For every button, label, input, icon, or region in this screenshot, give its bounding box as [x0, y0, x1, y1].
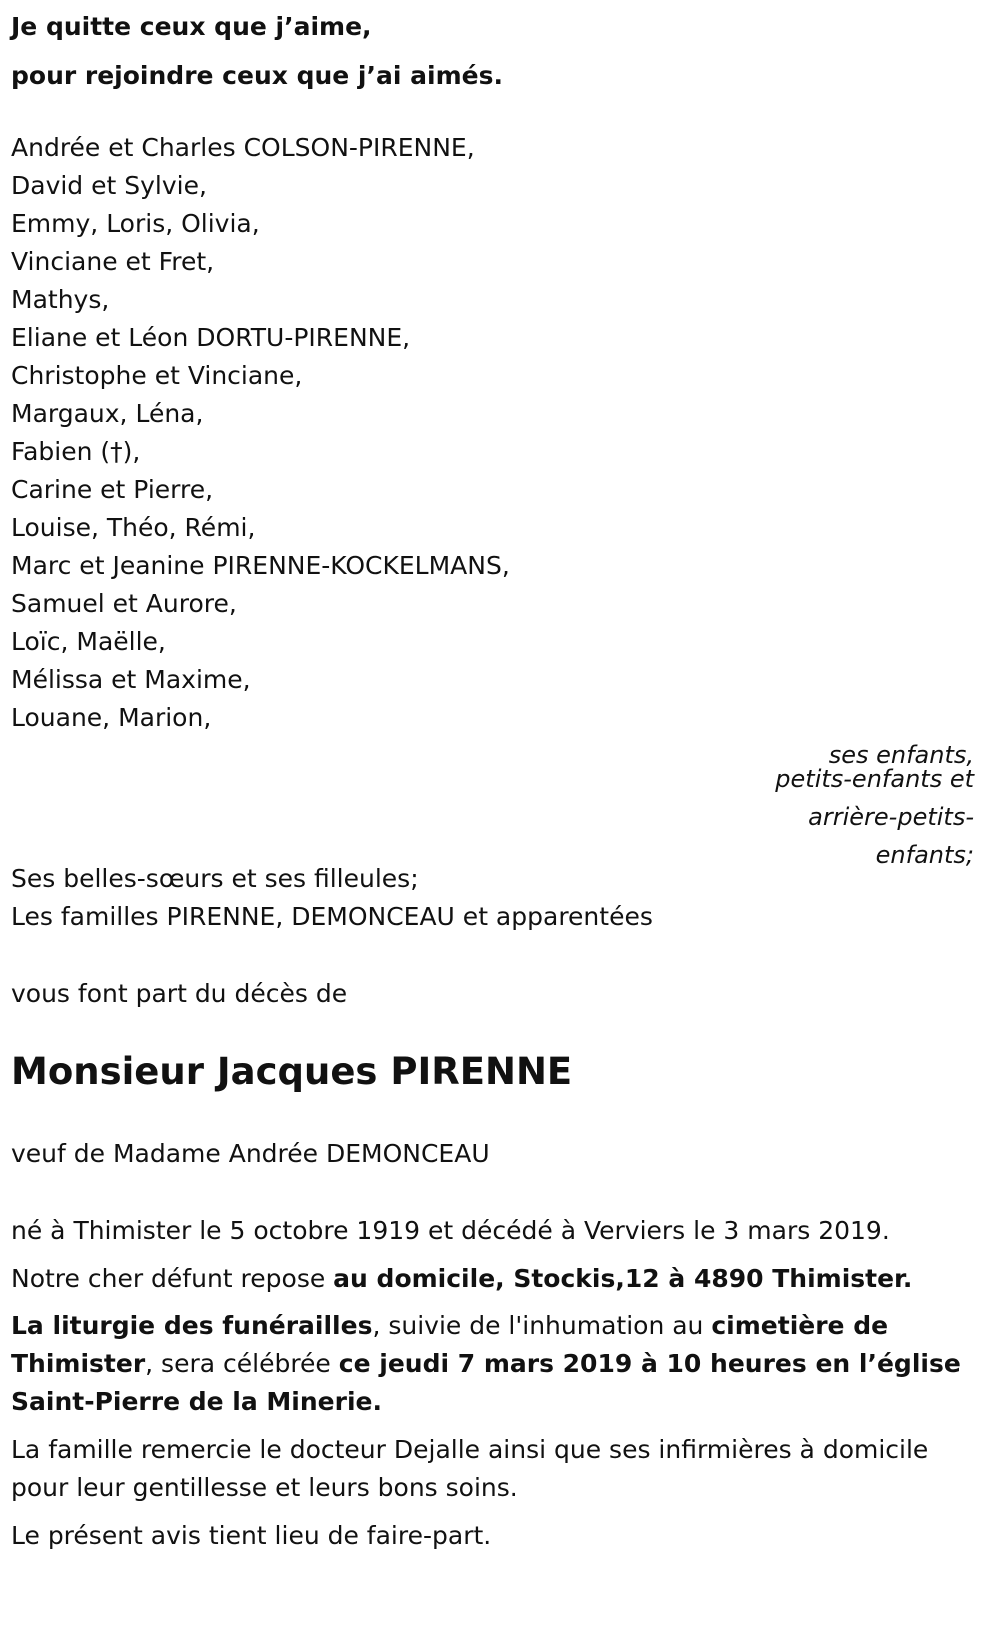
repose-prefix: Notre cher défunt repose [11, 1264, 334, 1293]
family-line: Loïc, Maëlle, [11, 627, 166, 656]
other-relatives-line: Ses belles-sœurs et ses filleules; [11, 864, 419, 893]
other-relatives-line: Les familles PIRENNE, DEMONCEAU et apparentées [11, 902, 653, 931]
repose-text [11, 1260, 912, 1298]
family-line: Emmy, Loris, Olivia, [11, 209, 260, 238]
relation-line: enfants; [875, 841, 974, 869]
family-line: Christophe et Vinciane, [11, 361, 303, 390]
quote-line-2: pour rejoindre ceux que j’ai aimés. [11, 61, 503, 90]
family-list [11, 129, 510, 737]
birth-death-text: né à Thimister le 5 octobre 1919 et décédé à Verviers le 3 mars 2019. [11, 1216, 890, 1245]
announcement-text: vous font part du décès de [11, 979, 348, 1008]
relation-label [775, 743, 974, 867]
family-line: Andrée et Charles COLSON-PIRENNE, [11, 133, 475, 162]
family-line: Mathys, [11, 285, 110, 314]
family-line: Marc et Jeanine PIRENNE-KOCKELMANS, [11, 551, 510, 580]
deceased-name: Monsieur Jacques PIRENNE [11, 1050, 573, 1093]
family-line: Fabien (†), [11, 437, 141, 466]
thanks-text: La famille remercie le docteur Dejalle ainsi que ses infirmières à domicile pour leur gentillesse et leurs bons soins. [11, 1435, 929, 1502]
liturgy-title: La liturgie des funérailles [11, 1311, 373, 1340]
liturgy-text [11, 1307, 971, 1421]
other-relatives [11, 860, 653, 936]
liturgy-text-part: , sera célébrée [145, 1349, 339, 1378]
family-line: David et Sylvie, [11, 171, 207, 200]
ceremony-date-place: ce jeudi 7 mars 2019 à 10 heures en l’église Saint-Pierre de la Minerie. [11, 1349, 961, 1416]
family-line: Eliane et Léon DORTU-PIRENNE, [11, 323, 411, 352]
relation-line: petits-enfants et [775, 765, 974, 793]
relation-line: arrière-petits- [808, 803, 974, 831]
family-line: Mélissa et Maxime, [11, 665, 251, 694]
family-line: Samuel et Aurore, [11, 589, 237, 618]
cemetery-name: cimetière de Thimister [11, 1311, 889, 1378]
quote-line-1: Je quitte ceux que j’aime, [11, 12, 372, 41]
relation-line: ses enfants, [828, 741, 974, 769]
repose-place: au domicile, Stockis,12 à 4890 Thimister. [333, 1264, 913, 1293]
family-line: Margaux, Léna, [11, 399, 204, 428]
notice-text: Le présent avis tient lieu de faire-part. [11, 1521, 492, 1550]
family-line: Louane, Marion, [11, 703, 212, 732]
family-line: Vinciane et Fret, [11, 247, 215, 276]
family-line: Carine et Pierre, [11, 475, 214, 504]
family-line: Louise, Théo, Rémi, [11, 513, 256, 542]
widow-text: veuf de Madame Andrée DEMONCEAU [11, 1139, 490, 1168]
liturgy-text-part: , suivie de l'inhumation au [372, 1311, 712, 1340]
